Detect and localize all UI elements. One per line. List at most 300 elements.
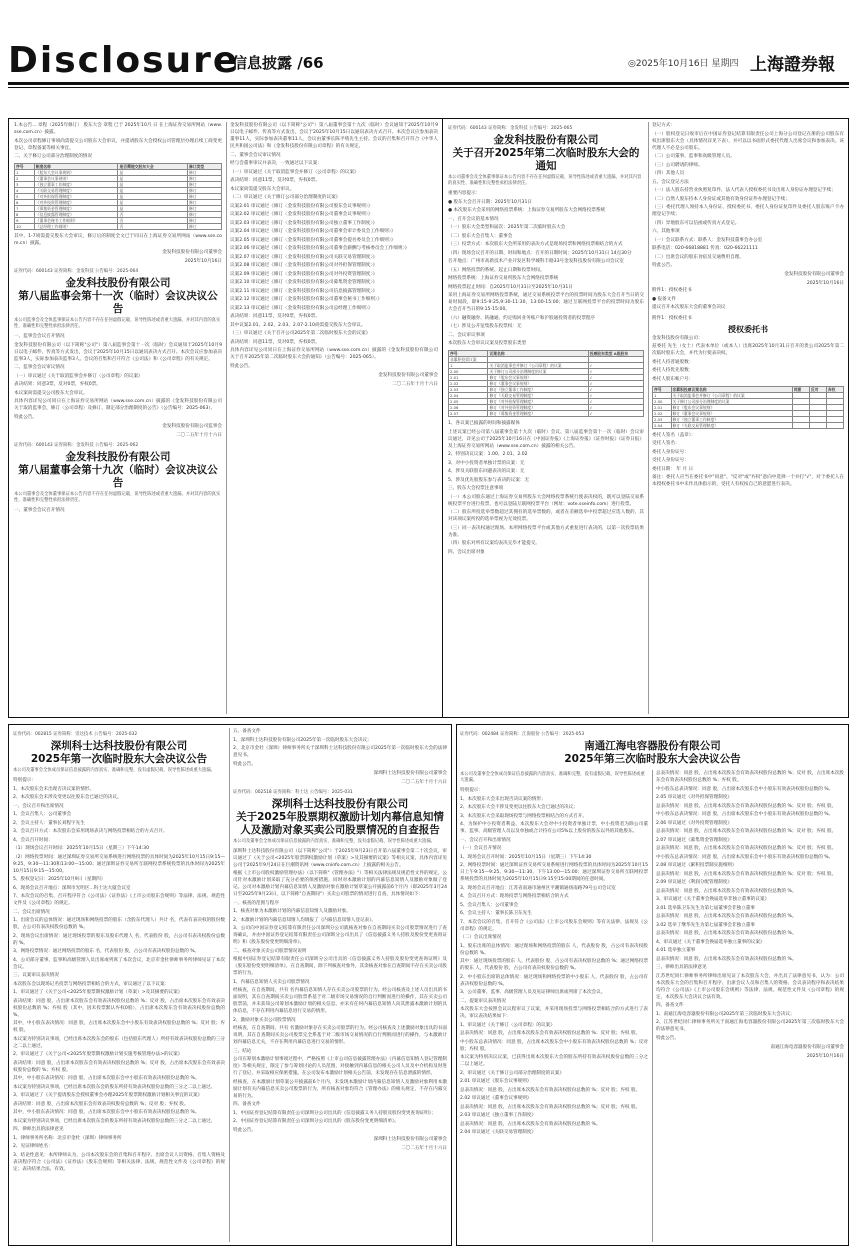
signature-line: 受托人身份证号： <box>652 458 689 463</box>
table-cell: 是 <box>118 182 187 188</box>
masthead-rule-thin <box>8 87 849 88</box>
table-cell: 修订 <box>187 212 221 218</box>
resolution-item: 议案2.02 审议通过《修订〈金发科技股份有限公司董事会议事规则〉》 <box>230 212 373 217</box>
registration-line: （一）会议联系方式：联系人：金发科技董事会办公室 <box>652 237 763 243</box>
top-far-right-column <box>652 122 844 714</box>
table-cell: 2.04 <box>653 422 672 428</box>
table-cell: 2.07 <box>449 411 488 417</box>
resolution-item: 表决结果：同意11票，反对0票，弃权0票。 <box>230 314 320 319</box>
signature-org: 金发科技股份有限公司董事会 <box>162 250 222 255</box>
reference-line: 五、备查文件 <box>233 729 261 734</box>
resolution-list <box>230 169 438 370</box>
table-cell: 修订《董事会议事规则》 <box>488 381 588 387</box>
resolution-line: 本议案为特别决议事项，已经出席本次股东会的股东（包括股东代理人）所持有效表决权股份总数的三分之二以上通过。 <box>13 1036 225 1049</box>
resolution-line: 四、备查文件 <box>656 1003 684 1008</box>
meeting-detail: （四）现场会议召开的日期、时间和地点：召开的日期时间：2025年10月31日 14点30分 <box>448 250 632 256</box>
registration-line: （四）其他人员 <box>652 171 685 176</box>
column-divider <box>229 728 230 1242</box>
resolution-item: 议案2.08 审议通过《修订〈金发科技股份有限公司对外担保管理制度〉》 <box>230 263 378 268</box>
table-cell: 是 <box>118 176 187 182</box>
resolution-line: 总表决情况：同意 股，占出席本次股东会有效表决权股份总数的 %。 <box>460 1121 601 1127</box>
meeting-detail: 网络投票系统：上海证券交易所股东大会网络投票系统 <box>448 276 559 281</box>
registration-line: 六、其他事项 <box>652 229 680 234</box>
column-divider <box>226 122 227 714</box>
paragraph: （一）审议通过《关于取消监事会并修订〈公司章程〉的议案》 <box>14 373 143 379</box>
table-row <box>15 224 222 230</box>
self-check-line: 经核查，在自查期间，共有 名激励对象存在买卖公司股票的行为。经公司核查及上述激励对象出具的书面说明，其在自查期间买卖公司股票完全系基于对二级市场交易情况的自行判断而进行的操作，与本激励计划内幕信息无关，不存在利用内幕信息进行交易的情形。 <box>233 1026 447 1045</box>
resolution-line: 中小股东总表决情况：同意 股，占出席本次股东会中小股东有效表决权股份总数的 %。 <box>656 812 834 817</box>
resolution-line: 4、会议召开时间： <box>13 837 53 843</box>
resolution-line: 2、审议通过了《关于公司<2025年股票期权激励计划实施考核管理办法>的议案》 <box>13 1052 183 1057</box>
proxy-fields <box>652 359 844 383</box>
registration-line: 五、会议登记方法 <box>652 179 689 185</box>
resolution-item: 议案2.10 审议通过《修订〈金发科技股份有限公司募集资金管理制度〉》 <box>230 280 378 285</box>
meeting-detail: 网络投票起止时间：自2025年10月31日至2025年10月31日 <box>448 284 573 290</box>
resolution-line: 中小股东总表决情况：同意 股，占出席本次股东会中小股东有效表决权股份总数的 %。 <box>656 786 834 792</box>
table-cell: 《募集资金管理制度》 <box>34 206 118 212</box>
column-divider <box>648 122 649 714</box>
table-cell: 制度名称 <box>34 164 118 170</box>
signature-date: 2025年10月16日 <box>806 1053 844 1059</box>
table-cell: 2.01 <box>449 375 488 381</box>
reference-docs <box>233 728 447 768</box>
registration-line: （三）公司聘请的律师。 <box>652 162 703 168</box>
resolution-item: 议案2.11 审议通过《修订〈金发科技股份有限公司信息披露管理制度〉》 <box>230 288 378 294</box>
paragraph: 具体内容详见公司同日在上海证券交易所网站（www.sse.com.cn）披露的《金发科技股份有限公司关于取消监事会、修订〈公司章程〉及修订、制定部分治理制度的公告》（公告编号：2025-063）。 <box>14 399 222 411</box>
table-cell: 是否需提交股东大会 <box>118 164 187 170</box>
table-cell: 2.02 <box>653 410 672 416</box>
resolution-line: 1、股东出席的总体情况：通过现场和网络投票的股东 人，代表股份 股，占公司有表决权股份总数的 %。 <box>460 943 648 956</box>
resolution-line: 3、公司董事、监事、高级管理人员及见证律师出席或列席了本次会议。 <box>460 990 606 995</box>
paragraph: 1.本公告... 章程（2025年修订） 股东大会 章程 已于 2025年10月 日 在上海证券交易所网站（www.sse.com.cn）披露。 <box>14 123 222 135</box>
resolution-line: 5、会议召集人：公司董事会 <box>460 902 519 908</box>
resolution-item: 议案2.05 审议通过《修订〈金发科技股份有限公司董事会提名委员会工作细则〉》 <box>230 237 396 243</box>
table-cell: 议案名称 <box>488 351 588 357</box>
resolution-line: 1、本次股东大会未出现否决议案的情形； <box>460 796 546 802</box>
pledge-statement: 本公司董事会及全体董事保证本公告内容不存在任何虚假记载、误导性陈述或者重大遗漏，并对其内容的真实性、准确性和完整性承担法律责任。 <box>448 175 642 186</box>
resolution-line: 1、律师事务所名称：北京市金杜（深圳）律师事务所 <box>13 1135 122 1141</box>
top-left-column <box>14 122 222 714</box>
table-cell: 非累积投票议案名称 <box>671 386 792 392</box>
resolution-line: 1、本次股东会未出现否决议案的情形。 <box>13 786 95 792</box>
table-cell: 否 <box>118 212 187 218</box>
paragraph: 金发科技股份有限公司（以下简称"公司"）第八届董事会第十九次（临时）会议通知于2025年10月9日以电子邮件、传真等方式发出，会议于2025年10月15日以通讯表决方式召开。本次会议应参加表决董事11人，实际参加表决董事11人。会议由董事长陈平绪先生主持。会议的召集和召开符合《中华人民共和国公司法》和《金发科技股份有限公司章程》的有关规定。 <box>230 123 438 149</box>
proxy-field: 委托人持优先股数： <box>652 368 694 373</box>
resolution-line: 1、审议通过《关于修订〈公司章程〉的议案》 <box>460 1022 555 1028</box>
bottom-right-column-1 <box>460 770 648 1242</box>
resolution-line: 本议案为特别决议事项，已经出席本次股东会的股东所持有效表决权股份总数的三分之二以上通过。 <box>13 1118 216 1124</box>
resolution-item: （三）审议通过《关于召开公司2025年第二次临时股东大会的议案》 <box>230 331 371 336</box>
resolution-line: 1、现场会议召开时间：2025年10月15日（星期三）下午14:30 <box>460 854 592 860</box>
resolution-line: 3.01 选举陈卫东先生为第七届董事会非独立董事 <box>656 905 755 911</box>
pledge-statement: 本公司监事会及全体监事保证本公告内容不存在任何虚假记载、误导性陈述或者重大遗漏，并对其内容的真实性、准确性和完整性承担法律责任。 <box>14 318 221 329</box>
resolution-item: 本议案尚需提交股东大会审议。 <box>230 186 295 192</box>
brand-title: Disclosure <box>8 40 240 81</box>
section-heading: 二、董事会会议审议情况 <box>230 152 281 158</box>
meeting-note: （四）股东对所有议案均表决完毕才能提交。 <box>448 541 540 546</box>
bottom-middle-column <box>233 728 447 1242</box>
self-check-line: 特此公告。 <box>233 1127 256 1133</box>
resolution-line: 总表决情况：同意 股，占出席本次股东会有效表决权股份总数的 %；反对 股；弃权 股。 <box>460 1087 641 1093</box>
table-cell: 修订《关联交易管理制度》 <box>671 422 792 428</box>
resolution-line: 3、会议召开方式：本次股东会采用现场表决与网络投票相结合的方式召开。 <box>13 829 168 834</box>
table-cell: 《独立董事工作制度》 <box>34 182 118 188</box>
paragraph: 本次公司章程修订事项尚需提交公司股东大会审议，并提请股东大会授权公司管理层办理后续工商变更登记、章程备案等相关事宜。 <box>14 138 222 151</box>
resolution-line: 二、会议出席情况 <box>13 909 50 915</box>
resolution-body <box>460 787 648 1136</box>
table-cell: 8 <box>15 212 35 218</box>
resolution-line: 其中，中小股东表决情况：同意 股，占出席本次股东会中小股东有效表决权股份总数的 %。 <box>13 1076 200 1081</box>
meeting-detail: （五）网络投票的系统、起止日期和投票时间。 <box>448 267 545 273</box>
table-cell: 2.00 <box>449 369 488 375</box>
paragraph: 金发科技股份有限公司（以下简称"公司"）第八届监事会第十一次（临时）会议通知于2025年10月9日以电子邮件、传真等方式发出，会议于2025年10月15日以通讯表决方式召开。本次会议应参加表决监事3人，实际参加表决监事3人。会议的召集和召开符合《公司法》和《公司章程》的有关规定。 <box>14 342 222 362</box>
resolution-body <box>13 777 225 1173</box>
table-cell: 1 <box>449 363 488 369</box>
meeting-note: 5、涉及优先股股东参与表决的议案：无 <box>448 477 530 483</box>
resolution-line: 本次股东会以现场记名投票与网络投票相结合的方式，审议通过了以下议案： <box>13 981 170 987</box>
table-cell: 2 <box>15 176 35 182</box>
proxy-field: 委托人股东帐户号： <box>652 376 694 382</box>
resolution-line: 5、股权登记日：2025年10月9日（星期四） <box>13 877 106 882</box>
section-label: 信息披露 /66 <box>232 54 324 72</box>
resolution-body-cont <box>656 770 844 1042</box>
table-cell: 修订 <box>187 182 221 188</box>
resolution-line: 一、会议召开和出席情况 <box>460 837 511 843</box>
attachment-heading: 附件1：授权委托书 <box>652 316 692 321</box>
company-name: 深圳科士达科技股份有限公司 <box>271 797 409 810</box>
paragraph: 特此公告。 <box>14 414 37 420</box>
proxy-field: 委托人持普通股数： <box>652 359 694 365</box>
table-row <box>653 422 844 428</box>
resolution-line: 2、中小股东出席的总体情况：通过现场和网络投票的中小股东 人，代表股份 股，占公司有表决权股份总数的 %。 <box>460 974 648 987</box>
table-cell: 是 <box>118 200 187 206</box>
resolution-line: 7、本次会议的召集、召开程序符合《公司法》《证券法》《上市公司股东会规则》等法律、法规、规范性文件及《公司章程》的规定。 <box>13 894 225 906</box>
pledge-statement: 本公司及董事会全体成员保证信息披露的内容真实、准确和完整，没有虚假记载、误导性陈述或重大遗漏。 <box>233 838 435 844</box>
resolution-line: 1、会议召集人：公司董事会 <box>13 812 72 817</box>
table-cell: 序号 <box>449 351 488 357</box>
table-cell: 修订 <box>187 188 221 194</box>
meeting-note: 三、股东大会投票注意事项 <box>448 486 504 491</box>
paragraph: 表决结果：同意3票，反对0票，弃权0票。 <box>14 382 101 387</box>
signature-line: 委托日期： 年 月 日 <box>652 466 694 472</box>
self-check-line: 三、结论 <box>233 1048 252 1054</box>
table-cell: 修订 <box>187 224 221 230</box>
resolution-line: 2.09 审议通过《利润分配管理制度》 <box>656 880 733 885</box>
self-check-body <box>233 848 447 1134</box>
table-cell: 1 <box>653 392 672 398</box>
self-check-line: 二、核查对象买卖公司股票情况说明 <box>233 948 307 954</box>
registration-line: （四）异地股东可以信函或传真方式登记。 <box>652 220 740 226</box>
signature-org: 金发科技股份有限公司董事会 <box>378 372 438 378</box>
signature-date: 二〇二五年十月十六日 <box>401 1145 447 1151</box>
resolution-item: 表决结果：同意11票，反对0票，弃权0票。 <box>230 178 320 183</box>
registration-line: （二）自然人股东持本人身份证或其他有效身份证件办理登记手续； <box>652 196 790 202</box>
meeting-notes <box>448 420 644 556</box>
resolution-line: 总表决情况：同意 股，占出席本次股东会有效表决权股份总数的 %。 <box>656 888 797 894</box>
resolution-item: 特此公告。 <box>230 363 253 369</box>
resolution-line: 2.02 审议通过《董事会议事规则》 <box>460 1096 532 1101</box>
table-cell: 2.04 <box>449 393 488 399</box>
newspaper-name: 上海證券報 <box>750 55 835 75</box>
table-cell: 1 <box>15 170 35 176</box>
table-cell: 是 <box>118 194 187 200</box>
resolution-line: 3.02 选举丁继华先生为第七届董事会非独立董事 <box>656 922 755 928</box>
table-cell: 修订《股东会议事规则》 <box>488 375 588 381</box>
pledge-statement: 本公司及董事会全体成员保证信息披露的内容真实、准确和完整，没有虚假记载、误导性陈述或重大遗漏。 <box>460 772 645 783</box>
meeting-note: （一）本公司股东通过上海证券交易所股东大会网络投票系统行使表决权的，既可以登陆交易系统投票平台进行投票，也可以登陆互联网投票平台（网址：vote.sseinfo.com）进行投票。 <box>448 494 644 507</box>
masthead-rule <box>8 82 849 85</box>
resolution-line: 3、审议通过了《关于提请股东会授权董事会办理2025年股票期权激励计划相关事宜的议案》 <box>13 1093 203 1098</box>
notice-meta: 证券代码：600143 证券简称：金发科技 公告编号：2025-064 <box>14 269 139 274</box>
table-cell: 2.00 <box>653 398 672 404</box>
resolution-item: 议案2.06 审议通过《修订〈金发科技股份有限公司董事会薪酬与考核委员会工作细则〉》 <box>230 246 410 251</box>
resolution-line: 2、审议通过《关于修订公司部分治理制度的议案》 <box>460 1070 564 1076</box>
proposals-table <box>448 350 644 417</box>
company-name: 金发科技股份有限公司 <box>65 450 171 463</box>
resolution-line: （二）会议出席情况 <box>460 935 502 940</box>
table-cell: 是 <box>118 206 187 212</box>
meeting-detail: （七）涉及公开征集股东投票权：无 <box>448 324 522 329</box>
table-cell: 2.05 <box>449 399 488 405</box>
notice-meta: 证券代码：002815 证券简称：崇达技术 公告编号：2025-032 <box>13 732 138 737</box>
meeting-detail: （二）股东大会召集人：董事会 <box>448 233 513 239</box>
table-cell: 序号 <box>15 164 35 170</box>
table-cell: √ <box>588 411 643 417</box>
reference-line: 1、深圳科士达科技股份有限公司2025年第一次临时股东大会决议； <box>233 737 372 743</box>
self-check-line: 经核查，在自查期间，共有 名内幕信息知情人存在买卖公司股票的行为。经公司核查及上述人员出具的书面说明，其在自查期间买卖公司股票系基于对二级市场交易情况的自行判断而进行的操作，其在买卖公司股票前，并未获知公司筹划本激励计划的相关信息，亦未有任何内幕信息知情人向其泄露本激励计划的具体信息，不存在利用内幕信息进行交易的情形。 <box>233 988 447 1014</box>
table-cell: 关于修订公司部分治理制度的议案 <box>488 369 588 375</box>
table-cell: 反对 <box>809 386 826 392</box>
revision-table <box>14 163 222 230</box>
signature-org: 南通江海电容器股份有限公司董事会 <box>770 1044 844 1050</box>
self-check-line: 2、本激励计划的内幕信息知情人均填报了《内幕信息知情人登记表》。 <box>233 917 377 923</box>
paragraph: 经与会董事审议并表决，一致通过以下议案： <box>230 161 322 166</box>
self-check-line: 公司在筹划本激励计划事项过程中，严格按照《上市公司信息披露管理办法》《内幕信息知情人登记管理制度》等相关规定，限定了参与筹划讨论的人员范围，对接触到内幕信息的相关公司人员及中介机构及时进行了登记，并采取相应保密措施。在公司发布本激励计划相关公告前，未发现存在信息泄露的情形。 <box>233 1057 447 1076</box>
resolution-line: 2.01 审议通过《股东会议事规则》 <box>460 1079 532 1084</box>
resolution-line: （2）网络投票时间：通过深圳证券交易所交易系统进行网络投票的具体时间为2025年10月15日9:15—9:25，9:30—11:30和13:00—15:00；通过深圳证券交易所互联网投票系统投票的具体时间为2025年10月15日9:15—15:00。 <box>13 854 225 874</box>
resolution-item: （二）审议通过《关于修订公司部分治理制度的议案》 <box>230 195 341 200</box>
resolution-line: 二、提案审议表决情况 <box>460 998 506 1004</box>
meeting-note: 四、会议出席对象 <box>448 549 485 555</box>
table-cell: 2.01 <box>653 404 672 410</box>
meeting-note: 3、对中小投资者单独计票的议案：无 <box>448 460 525 466</box>
resolution-item: 表决结果：同意11票，反对0票，弃权0票。 <box>230 339 320 345</box>
company-name: 深圳科士达科技股份有限公司 <box>50 740 188 752</box>
notice-title: 关于召开2025年第二次临时股东大会的通知 <box>452 147 640 172</box>
registration-line: （二）公司董事、监事和高级管理人员。 <box>652 154 735 159</box>
signature-date: 二〇二五年十月十六日 <box>401 779 447 785</box>
top-right-column <box>448 122 644 714</box>
resolution-line: 2、江苏世纪同仁律师事务所关于南通江海电容器股份有限公司2025年第三次临时股东大会的法律意见书。 <box>656 1020 844 1032</box>
registration-line: （一）股权登记日收市后在中国证券登记结算有限责任公司上海分公司登记在册的公司股东有权出席股东大会（具体情况详见下表），并可以以书面形式委托代理人出席会议和参加表决。该代理人不必是公司股东。 <box>652 131 844 151</box>
paragraph: 二、关于修订公司部分治理制度的情况 <box>14 154 93 159</box>
registration-line: 特此公告。 <box>652 263 675 268</box>
resolution-line: 2.04 审议通过《关联交易管理制度》 <box>460 1130 537 1135</box>
self-check-line: 深圳科士达科技股份有限公司（以下简称"公司"）于2025年9月23日召开第六届董事会第二十次会议，审议通过了《关于公司<2025年股票期权激励计划（草案）>及其摘要的议案》等相关议案，具体内容详见公司于2025年9月24日在巨潮资讯网（www.cninfo.com.cn）上披露的相关公告。 <box>233 848 447 868</box>
table-cell: √ <box>588 381 643 387</box>
table-cell: 修订《董事会议事规则》 <box>671 410 792 416</box>
resolution-line: 总表决情况：同意 股，占出席本次股东会有效表决权股份总数的 %；反对 股；弃权 股。 <box>460 1104 641 1110</box>
resolution-line: （一）会议召开情况 <box>460 846 502 851</box>
table-cell: 修订《股东会议事规则》 <box>671 404 792 410</box>
resolution-line: 7、本次会议的召集、召开符合《公司法》《上市公司股东会规则》等有关法律、法规及《公司章程》的规定。 <box>460 919 648 932</box>
resolution-line: 2.06 审议通过《对外投资管理制度》 <box>656 820 733 826</box>
resolution-item: 议案2.01 审议通过《修订〈金发科技股份有限公司股东会议事规则〉》 <box>230 203 373 209</box>
resolution-item: 具体内容详见公司同日在上海证券交易所网站（www.sse.com.cn）披露的《金发科技股份有限公司关于召开2025年第二次临时股东大会的通知》（公告编号：2025-065）。 <box>230 348 438 360</box>
resolution-line: 其中，中小股东表决情况：同意 股，占出席本次股东会中小股东有效表决权股份总数的 %。 <box>13 1110 200 1115</box>
proxy-signatures <box>652 432 844 473</box>
self-check-line: 3、公司向中国证券登记结算有限责任公司深圳分公司就核查对象在自查期间买卖公司股票情况进行了查询确认，并由中国证券登记结算有限责任公司深圳分公司出具了《信息披露义务人持股及股份变更查询证明》和《股东股份变更明细清单》。 <box>233 926 447 945</box>
self-check-line: 2、中国证券登记结算有限责任公司深圳分公司出具的《股东股份变更明细清单》。 <box>233 1119 400 1124</box>
resolution-line: 总表决情况：同意 股，占出席本次股东会有效表决权股份总数的 %。 <box>656 914 797 919</box>
self-check-line: 一、核查的范围与程序 <box>233 900 279 906</box>
attachment-list <box>652 296 844 312</box>
table-cell: 2.06 <box>449 405 488 411</box>
section-heading: 重要内容提示： <box>448 191 481 196</box>
registration-line: （三）委托代理人须持本人身份证、授权委托书、委托人身份证复印件及委托人股东账户卡办理登记手续； <box>652 205 844 217</box>
resolution-line: （1）现场会议召开时间：2025年10月15日（星期三）下午14:30 <box>13 846 150 851</box>
resolution-line: 3、审议通过《关于董事会换届选举非独立董事的议案》 <box>656 897 770 902</box>
issue-date: ◎2025年10月16日 星期四 <box>628 59 739 69</box>
resolution-line: 其中：通过现场投票的股东 人，代表股份 股，占公司有表决权股份总数的 %；通过网络投票的股东 人，代表股份 股，占公司有表决权股份总数的 %。 <box>460 959 648 971</box>
reference-line: 2、北京市金杜（深圳）律师事务所关于深圳科士达科技股份有限公司2025年第一次临时股东大会的法律意见书。 <box>233 746 447 758</box>
resolution-line: 4.01 选举独立董事 <box>656 948 696 953</box>
table-cell <box>792 422 809 428</box>
self-check-line: 1、中国证券登记结算有限责任公司深圳分公司出具的《信息披露义务人持股及股份变更查询证明》； <box>233 1110 436 1116</box>
table-cell: 《董事会议事规则》 <box>34 176 118 182</box>
self-check-line: 四、备查文件 <box>233 1102 261 1107</box>
notice-meta: 证券代码：002484 证券简称：江海股份 公告编号：2025-053 <box>460 732 585 737</box>
table-cell: 序号 <box>653 386 672 392</box>
resolution-line: 2、现场会议出席情况：通过现场投票的股东及股东代理人 名，代表股份 股，占公司有表决权股份总数的 %。 <box>13 933 225 946</box>
table-cell: 关于取消监事会并修订《公司章程》的议案 <box>671 392 792 398</box>
self-check-line: 2、激励对象买卖公司股票情况 <box>233 1017 296 1023</box>
proxy-vote-table <box>652 386 844 429</box>
self-check-line: 根据中国证券登记结算有限责任公司深圳分公司出具的《信息披露义务人持股及股份变更查询证明》及《股东股份变更明细清单》，在自查期间，除下列核查对象外，其余核查对象在自查期间不存在买卖公司股票的行为。 <box>233 957 447 976</box>
bottom-left-column <box>13 728 225 1242</box>
table-cell: 非累积投票议案 <box>449 357 488 363</box>
resolution-item: 议案2.07 审议通过《修订〈金发科技股份有限公司关联交易管理制度〉》 <box>230 254 378 260</box>
table-cell: 否 <box>118 218 187 224</box>
table-cell <box>809 422 826 428</box>
resolution-line: 2、网络投票时间：通过深圳证券交易所交易系统进行网络投票的具体时间为2025年10月15日上午9:15—9:25、9:30—11:30，下午13:00—15:00；通过深圳证券交易所互联网投票系统投票的具体时间为2025年10月15日9:15至15:00期间的任意时间。 <box>460 863 648 882</box>
table-cell: √ <box>588 405 643 411</box>
resolution-line: 4、公司部分董事、监事和高级管理人员出席或列席了本次会议，北京市金杜律师事务所律师见证了本次会议。 <box>13 957 225 970</box>
section-heading: 二、监事会会议审议情况 <box>14 365 65 370</box>
resolution-line: 4、会议召开方式：现场投票与网络投票相结合的方式 <box>460 894 569 899</box>
table-cell: 4 <box>15 188 35 194</box>
table-cell: 《对外投资管理制度》 <box>34 200 118 206</box>
bullet-list <box>448 199 644 215</box>
meeting-detail: 本次股东大会审议议案及投票股东类型 <box>448 341 527 346</box>
table-cell: 2.03 <box>449 387 488 393</box>
table-cell: 修订 <box>187 206 221 212</box>
resolution-line: 2、会议主持人：董事长刘程宇先生 <box>13 820 85 826</box>
meeting-note: （二）股东所投选举票数超过其拥有的选举票数的，或者在差额选举中投票超过应选人数的，其对该项议案所投的选举票视为无效投票。 <box>448 510 644 522</box>
table-cell: 投票股东类型 A股股东 <box>588 351 643 357</box>
resolution-line: 2、本次股东大会不涉及变更以往股东大会已通过的决议； <box>460 805 578 810</box>
table-cell: √ <box>588 387 643 393</box>
meeting-detail: 召开地点：广州市高新技术产业开发区科学城科丰路33号金发科技股份有限公司会议室 <box>448 259 624 264</box>
resolution-line: 总表决情况：同意 股，占出席本次股东会有效表决权股份总数的 %；反对 股；弃权 股。 <box>656 846 837 851</box>
signature-date: 2025年10月16日 <box>184 259 222 264</box>
table-cell: 《股东大会议事规则》 <box>34 170 118 176</box>
resolution-line: 特别提示： <box>460 788 483 793</box>
paragraph: 其中，1-7项需提交股东大会审议，修订后的制度全文已于同日在上海证券交易所网站（www.sse.com.cn）披露。 <box>14 234 222 246</box>
resolution-item: 议案2.13 审议通过《修订〈金发科技股份有限公司总经理工作细则〉》 <box>230 305 373 311</box>
notice-title: 2025年第三次临时股东大会决议公告 <box>564 753 741 765</box>
column-divider <box>652 770 653 1242</box>
table-cell: 修订《募集资金管理制度》 <box>488 411 588 417</box>
resolution-line: 三、律师出具的法律意见 <box>656 965 707 970</box>
signature-date: 二〇二五年十月十六日 <box>392 381 438 387</box>
meeting-detail: （三）投票方式：本次股东大会所采用的表决方式是现场投票和网络投票相结合的方式 <box>448 242 623 247</box>
notice-meta: 证券代码：600143 证券简称：金发科技 公告编号：2025-062 <box>14 442 139 448</box>
resolution-line: 特此公告。 <box>656 1035 679 1041</box>
table-cell: 《董事会秘书工作细则》 <box>34 218 118 224</box>
meeting-detail: （六）融资融券、转融通、约定购回业务账户和沪股通投资者的投票程序 <box>448 315 596 321</box>
resolution-line: 6、现场会议召开地点：深圳市光明区...科士达大厦会议室 <box>13 885 131 891</box>
resolution-line: 特别提示： <box>13 778 36 783</box>
registration-line: （二）出席会议的股东食宿及交通费用自理。 <box>652 254 744 260</box>
resolution-line: 总表决情况：同意 股，占出席本次股东会有效表决权股份总数的 %；反对 股；弃权 股。 <box>460 1031 641 1036</box>
bullet-item: ● 股东大会召开日期：2025年10月31日 <box>448 199 532 205</box>
signature-date: 2025年10月16日 <box>806 281 844 286</box>
registration-details <box>652 122 844 269</box>
table-cell: 9 <box>15 218 35 224</box>
table-cell: 是 <box>118 188 187 194</box>
note: 备注：委托人应当在委托书中"同意"、"反对"或"弃权"意向中选择一个并打"√"，对于委托人在本授权委托书中未作具体指示的，受托人有权按自己的意愿进行表决。 <box>652 475 844 487</box>
resolution-line: 中小股东总表决情况：同意 股，占出席本次股东会中小股东有效表决权股份总数的 %。 <box>656 854 834 860</box>
resolution-line: 本次股东大会按照会议议程审议了议案，并采用现场投票与网络投票相结合的方式进行了表决。审议表决结果如下： <box>460 1007 648 1019</box>
table-cell: 5 <box>15 194 35 200</box>
self-check-line: 经核查，在本激励计划草案公开披露前6个月内，未发现本激励计划内幕信息知情人及激励对象利用本激励计划有关内幕信息买卖公司股票的行为，所有核查对象均符合《管理办法》的相关规定，不存在内幕交易的行为。 <box>233 1079 447 1099</box>
masthead <box>0 0 857 112</box>
resolution-line: 本议案为特别决议议案，已获得出席本次股东大会的股东所持有效表决权股份总数的三分之二以上通过。 <box>460 1055 648 1067</box>
table-cell: 修订 <box>187 218 221 224</box>
meeting-note: 上述议案已经公司第八届董事会第十九次（临时）会议、第八届监事会第十一次（临时）会议审议通过，详见公司于2025年10月16日在《中国证券报》《上海证券报》《证券时报》《证券日报》及上海证券交易所网站（www.sse.com.cn）披露的相关公告。 <box>448 429 644 449</box>
bottom-right-column-2 <box>656 770 844 1242</box>
table-cell: 同意 <box>792 386 809 392</box>
table-cell: 修订 <box>187 194 221 200</box>
resolution-line: 江苏世纪同仁律师事务所律师出席见证了本次股东大会，并出具了法律意见书，认为：公司本次股东大会的召集和召开程序、出席会议人员和召集人的资格、会议表决程序和表决结果均符合《公司法》《上市公司股东会规则》等法律、法规、规范性文件及《公司章程》的规定，本次股东大会决议合法有效。 <box>656 973 844 1000</box>
resolution-line: 表决结果：同意 股，占出席本次股东会有效表决权股份总数的 %；反对 股，占出席本次股东会有效表决权股份总数的 %；弃权 股。 <box>13 1060 225 1073</box>
resolution-line: 总表决情况：同意 股，占出席本次股东会有效表决权股份总数的 %。 <box>656 931 797 936</box>
paragraph: 本议案尚需提交公司股东大会审议。 <box>14 390 88 396</box>
resolution-item: 议案2.09 审议通过《修订〈金发科技股份有限公司对外投资管理制度〉》 <box>230 271 378 277</box>
notice-title: 2025年第一次临时股东大会决议公告 <box>30 753 208 765</box>
signature-org: 金发科技股份有限公司监事会 <box>162 423 222 429</box>
signature-org: 金发科技股份有限公司董事会 <box>784 272 844 277</box>
resolution-line: 表决结果：同意 股，占出席本次股东会有效表决权股份总数的 %；反对 股；弃权 股。 <box>13 1101 189 1107</box>
meeting-details <box>448 216 644 348</box>
notice-title: 第八届监事会第十一次（临时）会议决议公告 <box>18 290 218 315</box>
resolution-line: 总表决情况：同意 股，占出席本次股东会有效表决权股份总数的 %；反对 股；弃权 股。 <box>656 871 837 877</box>
resolution-line: 1、出席会议的总体情况：通过现场和网络投票的股东（含股东代理人）共计 名，代表有表决权的股份数 股，占公司有表决权股份总数的 %。 <box>13 918 225 930</box>
resolution-item: 议案2.04 审议通过《修订〈金发科技股份有限公司董事会审计委员会工作细则〉》 <box>230 229 396 234</box>
resolution-line: 总表决情况：同意 股，占出席本次股东会有效表决权股份总数的 %；反对 股；弃权 股。 <box>656 803 837 809</box>
pledge-statement: 本公司及董事会全体成员保证信息披露的内容真实、准确和完整，没有虚假记载、误导性陈述或重大遗漏。 <box>13 768 215 773</box>
table-cell: √ <box>588 399 643 405</box>
table-cell: 修订《关联交易管理制度》 <box>488 393 588 399</box>
resolution-line: 表决结果：同意 股，占出席本次股东会有效表决权股份总数的 %；反对 股，占出席本次股东会有效表决权股份总数的 %；弃权 股（其中，因未投票默认弃权0股），占出席本次股东会有效表决权股份总数的 %。 <box>13 998 225 1018</box>
table-cell: √ <box>588 393 643 399</box>
resolution-line: 三、议案审议表决情况 <box>13 973 59 978</box>
signature-org: 深圳科士达科技股份有限公司董事会 <box>373 1136 447 1142</box>
resolution-item: 议案2.03 审议通过《修订〈金发科技股份有限公司独立董事工作制度〉》 <box>230 220 378 226</box>
resolution-line: 2.05 审议通过《对外担保管理制度》 <box>656 795 733 800</box>
resolution-line: 1、审议通过了《关于公司<2025年股票期权激励计划（草案）>及其摘要的议案》 <box>13 990 183 995</box>
